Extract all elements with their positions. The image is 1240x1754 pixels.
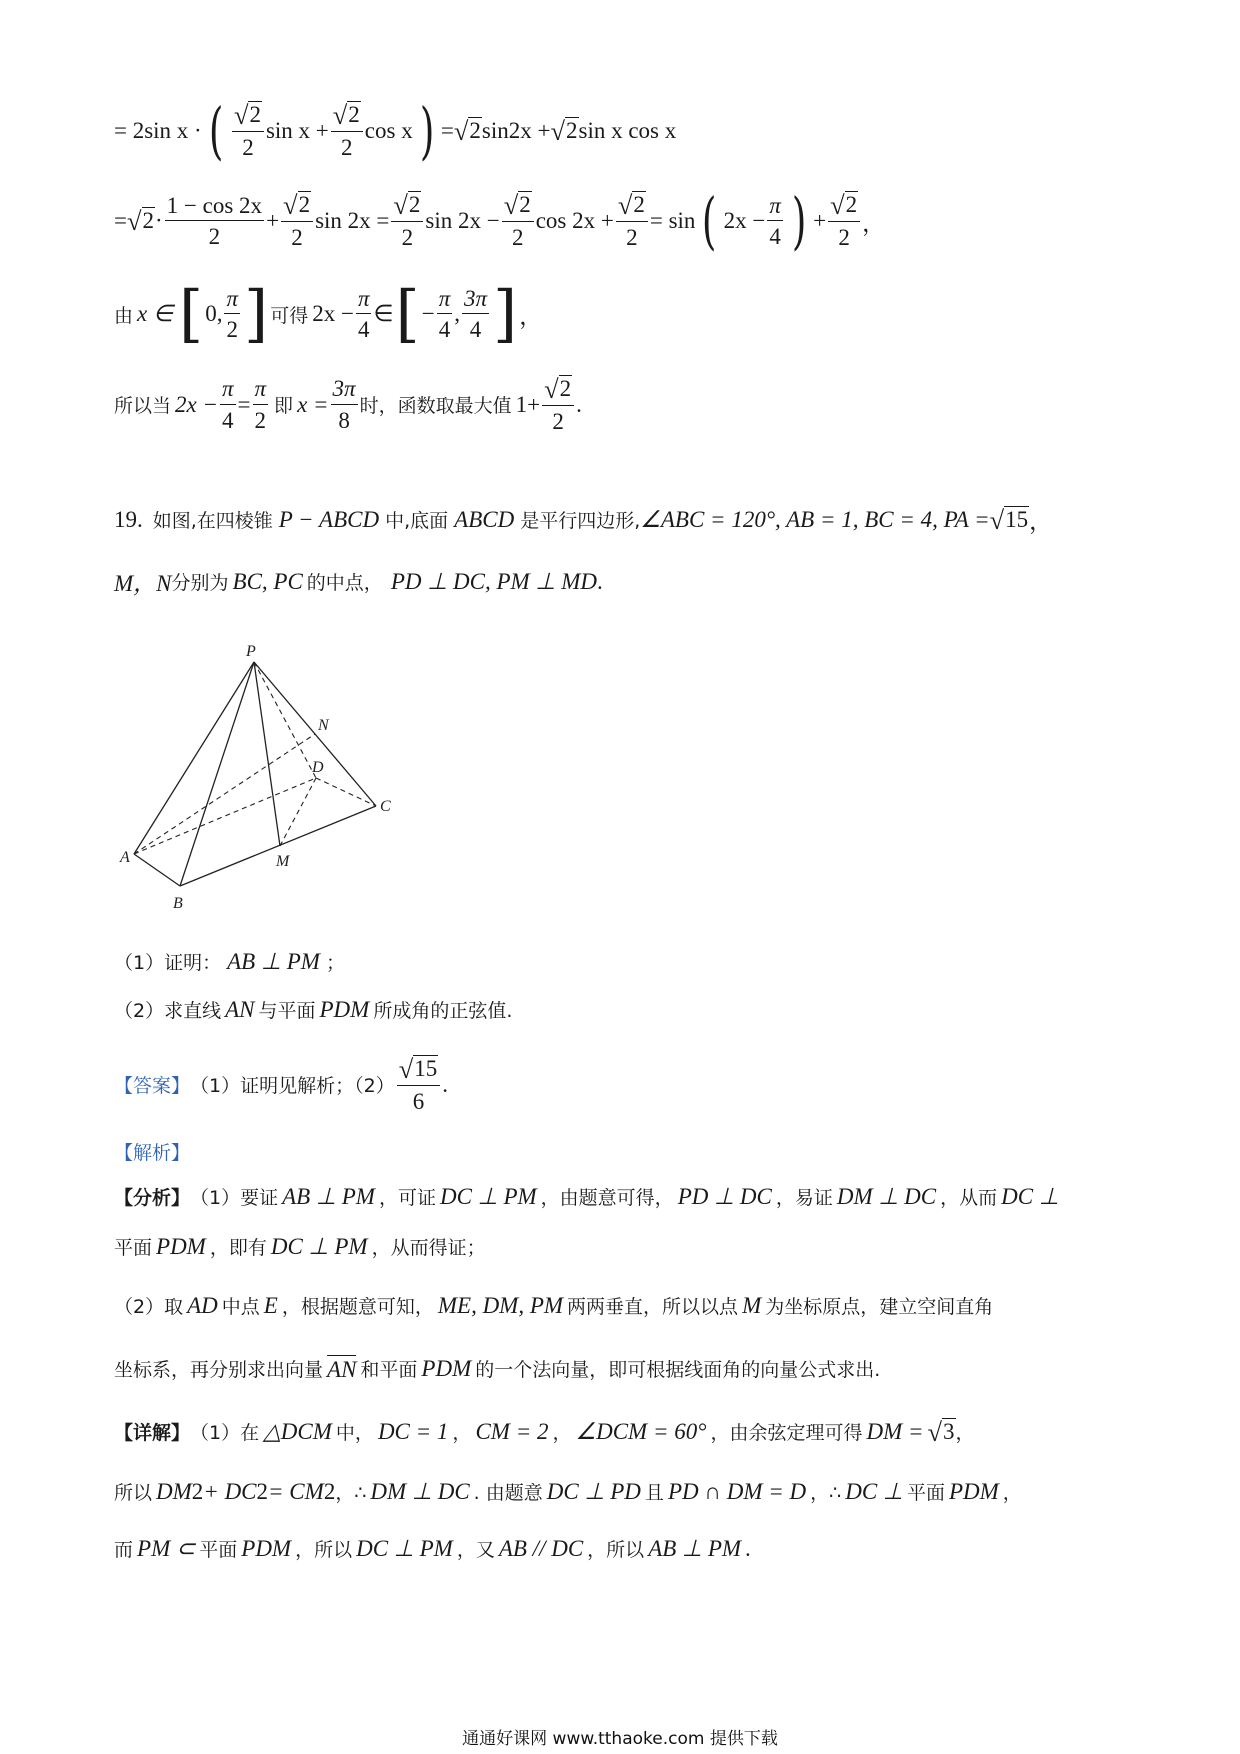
- exponent: 2: [323, 1478, 336, 1504]
- expr-text: + DC: [203, 1478, 257, 1504]
- left-bracket: [: [395, 277, 420, 350]
- expr-text: PDM: [421, 1355, 472, 1381]
- expr-text: BC, PC: [232, 568, 303, 594]
- expr-text: 2x −: [175, 391, 218, 417]
- expr-text: ∈: [373, 301, 394, 326]
- expr-text: DC ⊥: [1001, 1183, 1059, 1209]
- exponent: 2: [508, 118, 521, 143]
- expr-text: 1+: [515, 391, 541, 417]
- expr-text: cos 2x +: [535, 208, 614, 233]
- expr-text: −: [421, 301, 435, 326]
- right-paren: ): [419, 94, 435, 167]
- expr-text: PDM: [948, 1478, 999, 1504]
- fraction-pi-over-4: $\frac{\pi}{4}$: [438, 285, 451, 342]
- expr-text: DM ⊥ DC: [836, 1183, 937, 1209]
- text: ，所以: [587, 1539, 645, 1561]
- sqrt-2: √ 2: [126, 206, 154, 237]
- expr-text: ·: [155, 208, 163, 233]
- footer-watermark: 通通好课网 www.tthaoke.com 提供下载: [462, 1729, 778, 1749]
- text: 所以当: [114, 395, 172, 418]
- edge-PC: [254, 662, 376, 806]
- text: ，即有: [209, 1237, 267, 1259]
- fraction-3pi-over-8: $\frac{3\pi}{8}$: [332, 376, 356, 433]
- expr-text: = CM: [268, 1478, 324, 1504]
- derivation-line-2: [114, 184, 886, 257]
- edge-PB: [180, 662, 254, 886]
- expr-text: =: [237, 391, 251, 417]
- derivation-line-4: [114, 375, 582, 435]
- expr-text: P − ABCD: [278, 506, 380, 532]
- label-A: A: [120, 849, 130, 866]
- fraction-sqrt2-over-2: √ 2 2: [232, 101, 264, 161]
- text: ，∴: [335, 1482, 367, 1504]
- expr-text: DC ⊥ PD: [546, 1478, 641, 1504]
- expr-text: PD ⊥ DC, PM ⊥ MD: [390, 568, 597, 594]
- expr-text: sin x +: [265, 118, 329, 143]
- expr-text: DC ⊥: [845, 1478, 903, 1504]
- vector-AN: AN: [327, 1357, 357, 1382]
- text: 可得: [270, 304, 309, 327]
- expr-text: AB ⊥ PM: [282, 1183, 375, 1209]
- text: 而: [114, 1539, 134, 1561]
- expr-text: cos x: [364, 118, 413, 143]
- fenxi-line-2: [114, 1233, 486, 1260]
- text: （1）在: [190, 1422, 260, 1445]
- edge-AB: [134, 854, 180, 886]
- expr-text: .: [442, 1071, 448, 1097]
- fenxi-tag: 【分析】: [114, 1187, 191, 1209]
- fraction-sqrt2-over-2: √ 2 2: [502, 191, 534, 251]
- label-N: N: [318, 717, 329, 734]
- text: ，易证: [775, 1187, 833, 1209]
- fraction-sqrt2-over-2: √ 2 2: [281, 191, 313, 251]
- left-paren: (: [702, 184, 717, 257]
- text: 为坐标原点，建立空间直角: [765, 1296, 994, 1318]
- fraction-sqrt2-over-2: √ 2 2: [828, 191, 860, 251]
- label-P: P: [246, 643, 256, 660]
- expr-text: +: [813, 208, 827, 233]
- edge-DC: [316, 778, 376, 806]
- question-19-line-2: [114, 565, 603, 598]
- expr-text: AN: [225, 996, 255, 1022]
- right-bracket: ]: [493, 277, 518, 350]
- question-part-1: [114, 948, 345, 975]
- fraction-sqrt2-over-2: √ 2 2: [542, 375, 574, 435]
- question-number: 19.: [114, 506, 143, 532]
- expr-text: sin: [481, 118, 509, 143]
- edge-AD: [134, 778, 316, 854]
- expr-text: △DCM: [263, 1418, 332, 1444]
- xiangjie-line-2: [114, 1478, 1022, 1505]
- expr-text: ，: [519, 303, 543, 329]
- text: ，由题意可得，: [540, 1187, 674, 1209]
- right-paren: ): [791, 184, 807, 257]
- text: 时，函数取最大值: [359, 395, 512, 418]
- expr-text: DM =: [866, 1418, 924, 1444]
- fraction-sqrt2-over-2: √ 2 2: [331, 101, 363, 161]
- question-part-2: [114, 996, 512, 1023]
- expr-text: .: [576, 391, 582, 417]
- fraction-sqrt15-over-6: √ 15 6: [397, 1055, 441, 1115]
- sqrt-3: √ 3: [927, 1416, 955, 1447]
- edge-DM: [280, 778, 316, 846]
- part2-line-1: [114, 1292, 993, 1319]
- expr-text: E: [263, 1292, 278, 1318]
- expr-text: =: [114, 208, 127, 233]
- part2-line-2: [114, 1355, 880, 1382]
- expr-text: PD ∩ DM = D: [667, 1478, 807, 1504]
- answer-tag: 【答案】: [114, 1075, 191, 1098]
- text: （1）证明：: [114, 952, 222, 974]
- expr-text: DM: [156, 1478, 192, 1504]
- text: ，根据题意可知，: [281, 1296, 434, 1318]
- text: 中，: [335, 1422, 374, 1445]
- edge-PA: [134, 662, 254, 854]
- text: ，从而得证；: [371, 1237, 486, 1259]
- answer-line: [114, 1055, 448, 1115]
- text: 即: [274, 395, 294, 418]
- expr-text: +: [266, 208, 280, 233]
- edge-PD: [254, 662, 316, 778]
- text: ，可证: [378, 1187, 436, 1209]
- expr-text: .: [745, 1535, 751, 1561]
- expr-text: AB ⊥ PM: [227, 948, 320, 974]
- exponent: 2: [191, 1478, 204, 1504]
- text: ，: [955, 1422, 975, 1445]
- derivation-line-3: [114, 277, 543, 350]
- label-C: C: [380, 798, 391, 815]
- expr-text: CM = 2: [475, 1418, 549, 1444]
- expr-text: ME, DM, PM: [437, 1292, 564, 1318]
- expr-text: PDM: [319, 996, 370, 1022]
- label-M: M: [276, 853, 290, 870]
- text: 由: [114, 304, 134, 327]
- expr-text: ABCD: [454, 506, 515, 532]
- text: 平面: [906, 1482, 945, 1504]
- analysis-tag: 【解析】: [114, 1142, 191, 1164]
- text: 是平行四边形,: [520, 510, 641, 532]
- expr-text: DM ⊥ DC: [370, 1478, 470, 1504]
- fraction-pi-over-4: $\frac{\pi}{4}$: [357, 285, 370, 342]
- expr-text: 0,: [205, 301, 223, 326]
- text: （1）证明见解析；（2）: [190, 1075, 395, 1098]
- text: 的一个法向量，即可根据线面角的向量公式求出.: [475, 1359, 881, 1382]
- text: ，: [1002, 1482, 1022, 1504]
- expr-text: PDM: [241, 1535, 292, 1561]
- text: ，: [452, 1422, 472, 1445]
- edge-PM: [254, 662, 280, 846]
- text: ，由余弦定理可得: [710, 1422, 863, 1445]
- fraction-pi-over-2: $\frac{\pi}{2}$: [254, 376, 267, 433]
- fraction-1-minus-cos2x: $\frac{1 - \cos 2x}{2}$: [166, 192, 263, 249]
- text: ，又: [456, 1539, 495, 1561]
- expr-text: PM ⊂: [137, 1535, 196, 1561]
- text: ，: [552, 1422, 572, 1445]
- text: 和平面: [360, 1359, 418, 1382]
- left-paren: (: [208, 94, 224, 167]
- jiexi-line: [114, 1138, 190, 1165]
- expr-text: x +: [520, 118, 551, 143]
- expr-text: sin 2x −: [425, 208, 500, 233]
- text: ，从而: [940, 1187, 998, 1209]
- expr-text: AB ⊥ PM: [648, 1535, 742, 1561]
- expr-text: 2x −: [312, 301, 354, 326]
- sqrt-2: √ 2: [550, 116, 578, 147]
- fraction-sqrt2-over-2: √ 2 2: [616, 191, 648, 251]
- text: 平面: [114, 1237, 153, 1259]
- label-B: B: [173, 895, 183, 912]
- expr-text: DC = 1: [377, 1418, 449, 1444]
- text: （2）取: [114, 1296, 184, 1318]
- derivation-line-1: [114, 94, 677, 167]
- text: . 由题意: [473, 1482, 543, 1504]
- fraction-pi-over-4: $\frac{\pi}{4}$: [222, 376, 234, 433]
- text: 中,底面: [385, 510, 449, 532]
- question-19-line-1: [114, 503, 1052, 536]
- sqrt-15: √ 15: [989, 504, 1029, 535]
- xiangjie-line-1: [114, 1418, 975, 1445]
- text: 的中点，: [306, 572, 383, 594]
- fraction-pi-over-2: $\frac{\pi}{2}$: [226, 285, 238, 342]
- expr-text: ，: [862, 210, 886, 236]
- expr-text: sin 2x =: [315, 208, 390, 233]
- expr-text: ,: [454, 301, 460, 326]
- label-D: D: [312, 759, 324, 776]
- xiangjie-tag: 【详解】: [114, 1422, 191, 1445]
- text: （2）求直线: [114, 1000, 222, 1022]
- expr-text: ∠ABC = 120°, AB = 1, BC = 4, PA =: [640, 506, 990, 532]
- sqrt-2: √ 2: [453, 116, 481, 147]
- expr-text: =: [440, 118, 454, 143]
- expr-text: M，N: [114, 571, 172, 596]
- expr-text: DC ⊥ PM: [356, 1535, 453, 1561]
- text: 且: [644, 1482, 664, 1504]
- right-bracket: ]: [244, 277, 269, 350]
- text: 如图,在四棱锥: [152, 510, 273, 532]
- text: 所成角的正弦值.: [373, 1000, 513, 1022]
- expr-text: = 2sin x ·: [114, 118, 202, 143]
- exponent: 2: [256, 1478, 269, 1504]
- expr-text: DC ⊥ PM: [270, 1233, 368, 1259]
- text: 所以: [114, 1482, 153, 1504]
- expr-text: PD ⊥ DC: [677, 1183, 772, 1209]
- fraction-3pi-over-4: $\frac{3\pi}{4}$: [464, 285, 488, 342]
- expr-text: ，: [1029, 509, 1053, 534]
- expr-text: sin x cos x: [578, 118, 677, 143]
- edge-BC: [180, 806, 376, 886]
- left-bracket: [: [179, 277, 204, 350]
- fenxi-line-1: [114, 1183, 1059, 1210]
- text: （1）要证: [190, 1187, 279, 1209]
- expr-text: AB // DC: [498, 1535, 584, 1561]
- expr-text: M: [742, 1292, 762, 1318]
- expr-text: .: [596, 568, 603, 594]
- pyramid-figure: [118, 640, 418, 920]
- text: ；: [325, 952, 345, 974]
- text: ，∴: [810, 1482, 842, 1504]
- text: 中点: [221, 1296, 260, 1318]
- text: 与平面: [258, 1000, 316, 1022]
- text: 分别为: [171, 572, 229, 594]
- expr-text: = sin: [649, 208, 696, 233]
- xiangjie-line-3: [114, 1535, 751, 1562]
- fraction-pi-over-4: $\frac{\pi}{4}$: [769, 192, 781, 249]
- fraction-sqrt2-over-2: √ 2 2: [391, 191, 423, 251]
- expr-text: 2x −: [723, 208, 766, 233]
- expr-text: DC ⊥ PM: [439, 1183, 537, 1209]
- text: 平面: [199, 1539, 238, 1561]
- text: 两两垂直，所以以点: [567, 1296, 739, 1318]
- expr-text: x =: [297, 391, 329, 417]
- expr-text: PDM: [156, 1233, 206, 1259]
- expr-text: AD: [187, 1292, 218, 1318]
- expr-text: x ∈: [137, 301, 174, 326]
- expr-text: ∠DCM = 60°: [575, 1418, 707, 1444]
- text: ，所以: [295, 1539, 353, 1561]
- text: 坐标系，再分别求出向量: [114, 1359, 324, 1382]
